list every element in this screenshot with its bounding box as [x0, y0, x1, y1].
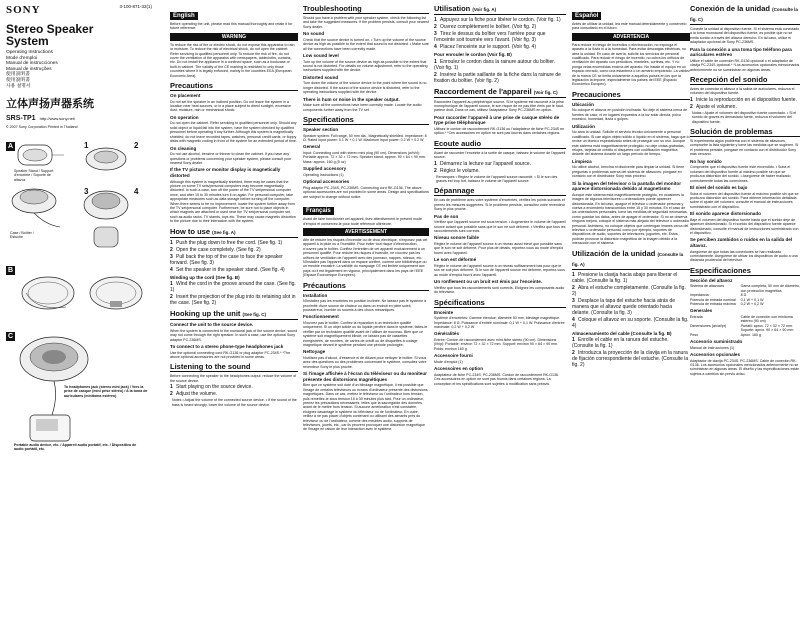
language-list: [6, 50, 156, 89]
utilizacion-unidad-heading: Utilización de la unidad (Consulte la fig. A): [572, 249, 690, 270]
hooking-pc-text: Use the optional connecting cord RK-G136 or plug adaptor PC-234S.* *The above optional accessories are not provided in some areas.: [170, 350, 291, 359]
utilisation-step: 3 Tirez le dessus du boîtier vers l'arrière pour que l'enceinte soit tournée vers l'avant. (Voir fig. 3): [434, 31, 546, 43]
recepcion-step: 1 Inicie la reproducción en el dispositivo fuente.: [690, 96, 797, 103]
lang-ko: 사용 설명서: [6, 83, 31, 89]
hooking-source-text: When the system is connected to the monaural jack of the source device, sound may not come through the right speaker. In such a case, use the optional Sony adaptor PC-236MS.: [170, 328, 298, 342]
utilisation-step: 1 Appuyez sur la fiche pour libérer le cordon. (Voir fig. 1): [434, 17, 561, 23]
no-sound-heading: No sound: [303, 31, 325, 37]
product-title-line1: Stereo Speaker: [6, 22, 94, 36]
nivel-bajo-text: Suba el volumen del dispositivo fuente al máximo posible sin que se produzca distorsión del sonido. Para obtener información detallada sobre el ajuste del volumen, consulte el manual de instrucciones suministrado con el dispositivo.: [690, 191, 799, 209]
figure-c-callout-jack: To headphones jack (stereo mini jack) / Vers la prise de casque (mini prise stéréo) / A la toma de auriculares (minitoma estéreo): [64, 385, 148, 398]
listening-intro: Before connecting the speaker to the headphones output, reduce the volume of the source device.: [170, 374, 297, 383]
imagen-heading: Si la imagen del televisor o la pantalla del monitor aparece distorsionada debido al magnetismo: [572, 180, 682, 192]
option-text: Adaptateur de fiche PC-234S, PC-236MS. Cordon de raccordement RK-G136. Ces accessoires en option ne sont pas fournis dans certaines régions. La conception et les spécifications sont sujettes à modification sans préavis.: [434, 372, 560, 386]
hooking-heading: Hooking up the unit (See fig. C): [170, 309, 298, 320]
niveau-text: Réglez le volume de l'appareil source à un niveau aussi élevé que possible sans que le son ne soit déformé. Pour plus de détails, reportez-vous au mode d'emploi fourni avec l'appareil.: [434, 242, 564, 255]
figure-a: [6, 135, 156, 259]
winding-step: 2 Insert the projection of the plug into its retaining slot in the case. (See fig. 2): [170, 294, 296, 307]
table-row: Dimensiones (an/al/pr) Portátil: aprox. 72 × 32 × 72 mm. Soporte: aprox. 90 × 64 × 90 mm: [690, 323, 794, 333]
niveau-heading: Niveau sonore faible: [434, 235, 479, 241]
figure-a-step-4: 4: [134, 187, 139, 197]
part-number: 3-100-871-32(1): [119, 4, 152, 9]
accesorio-text: Manual de instrucciones (1): [690, 345, 735, 350]
distorsion-heading: Le son est déformé: [434, 257, 477, 263]
on-placement-text: Do not set the speaker in an inclined position. Do not leave the system in a location near heat sources, or in a place subject to direct sunlight, excessive dust, moisture, rain or mechanical shock.: [170, 99, 292, 113]
solucion-heading: Solución de problemas: [690, 127, 800, 137]
hum-heading: There is hum or noise in the speaker output.: [303, 96, 400, 102]
figure-a-step-1: 1: [84, 141, 89, 151]
specifications-heading: Specifications: [303, 115, 429, 125]
warning-heading: WARNING: [170, 33, 298, 41]
tv-distortion-text: Although this system is magnetically shielded, there may be cases that the picture on some TV sets/personal computers may become magnetically distorted. In such a case, turn off the power of the TV set/personal computer once, and after 15 to 30 minutes turn it on again. For personal computer, take appropriate measures such as data storage before turning off the computer. When there seems to be no improvement, locate the system further away from the TV set/personal computer. Furthermore, be sure not to place objects in which magnets are attached or used near the TV set/personal computer set, such as audio racks, TV stands, toys etc. These may cause magnetic distortion to the picture due to their interaction with the system.: [170, 179, 296, 224]
generalites-heading: Généralités: [434, 331, 460, 337]
low-sound-text: Turn up the volume of the source device as high as possible to the extent that sound is not distorted. For details on volume adjustment, refer to the operating instructions supplied with the device.: [303, 59, 428, 73]
on-cleaning-text: Do not use alcohol, benzine or thinner to clean the cabinet. If you have any questions or problems concerning your speaker system, please consult your nearest Sony dealer.: [170, 152, 292, 165]
raccordement-casque-text: Utilisez le cordon de raccordement RK-G136 ou l'adaptateur de fiche PC-234S en option.* *Ces accessoires en option ne sont pas fournis dans certaines régions.: [434, 127, 565, 136]
ecoute-step: 1 Démarrez la lecture sur l'appareil source.: [434, 160, 531, 167]
table-row: Potencia de entrada nominal 0,1 W + 0,1 W: [690, 297, 764, 302]
figure-a-callout-case: Case / Boîtier / Estuche: [10, 231, 34, 240]
fr-specs-heading: Spécifications: [434, 298, 566, 308]
almacenamiento-step: 2 Introduzca la proyección de la clavija en la ranura de fijación correspondiente del estuche. (Consulte la fig. 2): [572, 350, 689, 369]
lang-fr: Mode d'emploi: [6, 55, 38, 61]
winding-step: 1 Wind the cord in the groove around the case. (See fig. 1): [170, 281, 296, 294]
chinese-title: 立体声扬声器系统: [6, 97, 94, 111]
utilizacion-unidad-step: 3 Desplace la tapa del estuche hacia atrás de manera que el altavoz quede orientado hacia delante. (Consulte la fig. 3): [572, 297, 676, 316]
option-heading: Accessoires en option: [434, 366, 484, 372]
altavoz-specs-table: [690, 284, 800, 306]
utilisation-heading: Utilisation (Voir fig. A): [434, 4, 566, 15]
figure-b-illustration: [6, 263, 156, 323]
recepcion-step: 2 Ajuste el volumen.: [690, 103, 737, 110]
figure-a-step-3: 3: [84, 187, 89, 197]
copyright: © 2007 Sony Corporation Printed in Thailand: [6, 125, 78, 130]
lang-zh-tw: 使用說明書: [6, 77, 30, 83]
utilizacion-heading: Utilización: [572, 123, 595, 129]
accesorio-heading: Accesorio suministrado: [690, 339, 743, 344]
fr-tv-text: Bien que ce système soit doté d'un blindage magnétique, il est possible que l'image de certains téléviseurs ou écrans d'ordinateur présente des distorsions magnétiques. Dans ce cas, mettez le téléviseur ou l'ordinateur hors tension, puis remettez-le sous tension 15 à 30 minutes plus tard. Pour un ordinateur, prenez les précautions nécessaires, telles que la sauvegarde des données, avant de le mettre hors tension. Si aucune amélioration n'est constatée, éloignez davantage le système du téléviseur ou de l'ordinateur. En outre, veillez à ne pas placer d'objets contenant ou utilisant des aimants près du téléviseur ou de l'ordinateur, comme des meubles audio, supports de téléviseurs, jouets, etc., car ils peuvent provoquer une distorsion magnétique de l'image en raison de leur interaction avec le système.: [303, 383, 428, 432]
hum-text: Make sure all the connections have been correctly made. Locate the audio components further away from the TV set.: [303, 103, 422, 112]
opcionales-text: Adaptador de clavija PC-234S, PC-236MS. Cable de conexión RK-G136. Los accesorios opcionales mencionados anteriormente no se suministran en algunas áreas. El diseño y las especificaciones están sujetos a cambios sin previo aviso.: [690, 358, 800, 376]
optional-heading: Optional accessories: [303, 179, 350, 185]
distorted-heading: Distorted sound: [303, 74, 339, 80]
table-row: Entrada Cable de conexión con minitoma estéreo (90 cm): [690, 314, 793, 324]
speaker-section-text: Speaker system: Full range, 50 mm dia., Magnetically shielded. Impedance: 8 Ω. Rated input power: 0.1 W + 0.1 W. Maximum input power: 0.2 W + 0.2 W: [303, 133, 427, 143]
sony-url[interactable]: http://www.sony.net/: [39, 116, 76, 122]
seccion-altavoz-heading: Sección del altavoz: [690, 277, 733, 283]
precauciones-heading: Precauciones: [572, 90, 690, 100]
utilizacion-unidad-step: 4 Coloque el altavoz en su soporte. (Consulte la fig. 4): [572, 316, 689, 329]
distorted-text: Turn down the volume of the source device to the point where the sound is no longer distorted. If the sound of the source device is distorted, refer to the operating instructions supplied with the device.: [303, 81, 427, 95]
limpieza-heading: Limpieza: [572, 158, 592, 164]
distorsionado-text: Baje el volumen del dispositivo fuente hasta que el sonido deje de aparecer distorsionado. Si el sonido del dispositivo fuente aparece distorsionado, consulte el manual de instrucciones suministrado con el dispositivo.: [690, 217, 799, 235]
hooking-pc-heading: To connect to a stereo phone-type headphones jack: [170, 343, 284, 349]
utilisation-step: 4 Placez l'enceinte sur le support. (Voir fig. 4): [434, 44, 537, 50]
english-column: [170, 4, 298, 624]
table-row: Potencia de entrada máxima 0,2 W + 0,2 W: [690, 301, 764, 306]
french-label: Français: [303, 207, 334, 215]
figure-b-label: B: [7, 267, 14, 275]
troubleshooting-heading: Troubleshooting: [303, 4, 429, 14]
limpieza-text: No utilice alcohol, bencina ni disolvente para limpiar la unidad. Si tiene preguntas o problemas acerca del sistema de altavoces, póngase en contacto con el distribuidor Sony más próximo.: [572, 165, 685, 179]
utilisation-step: 2 Ouvrez complètement le boîtier. (Voir fig. 2): [434, 24, 537, 30]
on-operation-text: Do not open the cabinet. Refer servicing to qualified personnel only. Should any solid object or liquid fall into the system, have the system checked by qualified personnel before operating it any further. Although this system is magnetically shielded, do not leave recorded tapes, watches, personal credit cards, or floppy disks with magnetic coding in front of the system for an extended period of time.: [170, 121, 297, 144]
listening-step: 2 Adjust the volume.: [170, 391, 218, 398]
lang-en: Operating Instructions: [6, 50, 53, 55]
winding-heading: Winding up the cord (See fig. B): [170, 274, 240, 280]
listening-heading: Listening to the sound: [170, 362, 298, 372]
ecoute-heading: Ecoute audio: [434, 139, 566, 149]
optional-text: Plug adaptor PC-234S, PC-236MS. Connecting cord RK-G136. The above optional accessories are not provided in some areas. Design and specifications are subject to change without notice.: [303, 185, 429, 199]
advertencia-text: Para reducir el riesgo de incendios o electrocución, no exponga el aparato a la lluvia ni a la humedad. Para evitar descargas eléctricas, no abra la unidad. En caso de avería, solicite los servicios de personal cualificado. Para reducir el riesgo de incendio, no cubra los orificios de ventilación del aparato con periódicos, manteles, cortinas, etc. Y no ponga velas encendidas encima del aparato. No instale el equipo en un espacio cerrado, como una estantería o un armario empotrado. La validez de la marca CE se limita únicamente a aquellos países en los que la legislación la impone, especialmente los países del EEE (Espacio Económico Europeo).: [572, 42, 690, 87]
conexion-auriculares-heading: Para la conexión a una toma tipo teléfono para auriculares estéreo: [690, 46, 792, 58]
fourni-text: Mode d'emploi (1): [434, 359, 463, 364]
spanish-column: [572, 4, 690, 624]
spanish-column-2: [690, 4, 800, 624]
avertissement-heading: AVERTISSEMENT: [303, 228, 429, 236]
how-to-use-step: 3 Pull back the top of the case to face the speaker forward. (See fig. 3): [170, 253, 283, 266]
how-to-use-heading: How to use (See fig. A): [170, 227, 298, 238]
enrouler-step: 1 Enroulez le cordon dans la rainure autour du boîtier. (Voir fig. 1): [434, 58, 556, 71]
raccordement-casque-heading: Pour raccorder l'appareil à une prise de casque stéréo de type prise téléphonique: [434, 114, 560, 126]
figure-c: [6, 325, 156, 455]
raccordement-text: Raccordez l'appareil au périphérique source. Si le système est raccordé à la prise monophonique de l'appareil source, le son risque de ne pas être émis par le haut-parleur droit. Dans ce cas, utilisez l'adaptateur Sony PC-236MS en option.: [434, 99, 564, 113]
figure-c-callout-device: Portable audio device, etc. / Appareil audio portatif, etc. / Dispositivo de audio portátil, etc.: [14, 443, 137, 452]
listening-notes: Notes • Adjust the volume of the connected source device. • If the sound of the bass is heard strongly, lower the volume of the source device.: [172, 398, 297, 407]
enceinte-heading: Enceinte: [434, 309, 454, 315]
on-cleaning-heading: On cleaning: [170, 145, 197, 151]
ecoute-intro: Avant de raccorder l'enceinte à la sortie de casque, baissez le volume de l'appareil source.: [434, 150, 566, 160]
warning-text: To reduce the risk of fire or electric shock, do not expose this apparatus to rain or moisture. To reduce the risk of electrical shock, do not open the cabinet. Refer servicing to qualified personnel only. To reduce the risk of fire, do not cover the ventilation of the apparatus with newspapers, tablecloths, curtains, etc. Do not install the appliance in a confined space, such as a bookcase or built-in cabinet. The validity of the CE marking is restricted to only those countries where it is legally enforced, mainly in the countries EEA (European Economic Area).: [170, 42, 295, 78]
figure-a-step-2: 2: [134, 141, 139, 151]
utilizacion-unidad-step: 1 Presione la clavija hacia abajo para liberar el cable. (Consulte la fig. 1): [572, 271, 678, 284]
troubleshooting-intro: Should you have a problem with your speaker system, check the following list and take the suggested measures. If the problem persists, consult your nearest Sony dealer.: [303, 16, 429, 29]
ecoute-step: 2 Réglez le volume.: [434, 167, 480, 174]
fr-precautions-heading: Précautions: [303, 281, 429, 291]
cover-column: [6, 4, 156, 624]
english-intro: Before operating the unit, please read this manual thoroughly and retain it for future reference.: [170, 22, 293, 31]
recepcion-intro: Antes de conectar el altavoz a la salida de auriculares, reduzca el volumen del dispositivo fuente.: [690, 87, 795, 96]
general-text: Input: Connecting cord with stereo mini plug (90 cm). Dimensions (w/h/d): Portable approx. 72 × 32 × 72 mm. Speaker stand: approx. 90 × 64 × 90 mm. Mass: approx. 160 g (5 oz): [303, 151, 426, 164]
figure-c-label: C: [7, 333, 14, 341]
raccordement-heading: Raccordement de l'appareil (Voir fig. C): [434, 87, 566, 98]
nivel-bajo-heading: El nivel del sonido es bajo: [690, 184, 748, 190]
distorsionado-heading: El sonido aparece distorsionado: [690, 211, 761, 217]
fr-nettoyage-heading: Nettoyage: [303, 349, 326, 355]
no-sonido-heading: No hay sonido: [690, 158, 722, 164]
enceinte-text: Système d'enceintes: Gamme étendue, diamètre 50 mm, blindage magnétique. Impédance: 8 Ω. Puissance d'entrée nominale: 0,1 W + 0,1 W. Puissance d'entrée maximale: 0,2 W + 0,2 W: [434, 316, 565, 329]
model-number: SRS-TP1 http://www.sony.net/: [6, 115, 76, 123]
french-column: [434, 4, 566, 624]
speaker-section-heading: Speaker section: [303, 127, 339, 133]
table-row: Peso Aprox. 160 g: [690, 332, 761, 337]
imagen-text: Aunque este sistema está magnéticamente protegido, en ocasiones la imagen de algunos televisores u ordenadores puede aparecer distorsionada. En tal caso, apague el televisor u ordenador personal y vuelva a encenderlo transcurridos entre 15 y 30 minutos. En el caso de los ordenadores personales, tome las medidas de seguridad necesarias, como guardar los datos, antes de apagar el ordenador. Si no se observa ninguna mejora, coloque el sistema más alejado del televisor u ordenador personal. Asimismo, no coloque objetos que contengan imanes cerca del televisor u ordenador personal, como por ejemplo, soportes de dispositivos de audio, soportes de televisores, juguetes, etc. Estos podrían provocar la distorsión magnética de la imagen debido a la interacción con el sistema.: [572, 192, 690, 246]
zumbidos-text: Asegúrese de que todas las conexiones se han realizado correctamente. Asegúrese de ubicar los dispositivos de audio a una distancia prudencial del televisor.: [690, 249, 798, 263]
utilizacion-text: No abra la unidad. Solicite el servicio técnico únicamente a personal cualificado. Si cae algún objeto sólido o líquido en el sistema, haga que lo revise un técnico especializado antes de proseguir con su uso. Aunque este sistema está magnéticamente protegido, no deje cintas grabadas, relojes, tarjetas de crédito ni disquetes con codificación magnética delante del sistema durante un largo período de tiempo.: [572, 130, 690, 157]
recepcion-heading: Recepción del sonido: [690, 75, 800, 85]
solucion-intro: Si experimenta algún problema con el sistema de altavoces, compruebe la lista siguiente y tome las medidas que se sugieren. Si el problema persiste, póngase en contacto con el distribuidor Sony más cercano.: [690, 139, 799, 157]
depannage-heading: Dépannage: [434, 186, 566, 196]
depannage-intro: En cas de problème avec votre système d'enceintes, vérifiez les points suivants et prenez les mesures suggérées. Si le problème persiste, consultez votre revendeur Sony le plus proche.: [434, 198, 566, 212]
fr-fonctionnement-text: N'ouvrez pas le boîtier. Confiez la réparation à un technicien qualifié uniquement. Si un objet solide ou du liquide pénètre dans le système, faites-le vérifier par un technicien qualifié avant de l'utiliser de nouveau. Bien que ce système soit magnétiquement blindé, ne laissez pas de cassettes enregistrées, de montres, de cartes de crédit ou de disquettes à codage magnétique devant le système pendant une période prolongée.: [303, 320, 428, 347]
fr-nettoyage-text: N'utilisez pas d'alcool, d'essence ni de diluant pour nettoyer le boîtier. Si vous avez des questions ou des problèmes concernant le système, consultez votre revendeur Sony le plus proche.: [303, 356, 427, 369]
enrouler-step: 2 Insérez la partie saillante de la fiche dans la rainure de fixation du boîtier. (Voir fig. 2): [434, 71, 561, 84]
fr-fonctionnement-heading: Fonctionnement: [303, 314, 339, 320]
how-to-use-step: 2 Open the case completely. (See fig. 2): [170, 246, 261, 253]
spanish-intro: Antes de utilizar la unidad, lea este manual detenidamente y consérvelo para consultarlo en el futuro.: [572, 22, 687, 31]
utilizacion-unidad-step: 2 Abra el estuche completamente. (Consulte la fig. 2): [572, 284, 686, 297]
pas-son-heading: Pas de son: [434, 213, 459, 219]
spanish-label: Español: [572, 12, 601, 20]
advertencia-heading: ADVERTENCIA: [572, 33, 690, 41]
enrouler-heading: Pour enrouler le cordon (Voir fig. B): [434, 52, 512, 57]
no-sonido-text: Compruebe que el dispositivo fuente esté encendido. • Suba el volumen del dispositivo fuente al máximo posible sin que se produzca distorsión del sonido. • Asegúrese de haber realizado correctamente todas las conexiones.: [690, 165, 791, 183]
hooking-source-heading: Connect the unit to the source device.: [170, 322, 254, 328]
generales-table: [690, 315, 800, 337]
figure-a-label: A: [7, 143, 14, 151]
product-title-line2: System: [6, 34, 49, 48]
how-to-use-step: 4 Set the speaker in the speaker stand. (See fig. 4): [170, 266, 285, 273]
distorsion-text: Réglez le volume de l'appareil source à un niveau suffisamment bas pour que le son ne soit plus déformé. Si le son de l'appareil source est déformé, reportez-vous au mode d'emploi fourni avec l'appareil.: [434, 263, 565, 277]
lang-es: Manual de instrucciones: [6, 61, 58, 67]
on-operation-heading: On operation: [170, 114, 199, 120]
opcionales-heading: Accesorios opcionales: [690, 352, 741, 357]
avertissement-text: Afin de réduire les risques d'incendie ou de choc électrique, n'exposez pas cet appareil à la pluie ou à l'humidité. Pour éviter tout risque d'électrocution, n'ouvrez pas le boîtier. Confiez l'entretien de cet appareil exclusivement à un personnel qualifié. Pour réduire les risques d'incendie, ne couvrez pas les orifices de ventilation de l'appareil avec des journaux, nappes, rideaux, etc. N'installez pas l'appareil dans un espace confiné, comme une bibliothèque ou un meuble encastré. La validité du marquage CE est limitée uniquement aux pays où il est légalement en vigueur, principalement dans les pays de l'EEE (Espace Économique Européen).: [303, 237, 428, 278]
ubicacion-text: No coloque el altavoz en posición inclinada. No deje el sistema cerca de fuentes de calor, ni en lugares expuestos a la luz solar directa, polvo excesivo, humedad, lluvia o golpes.: [572, 108, 688, 122]
fr-tv-heading: Si l'image affichée à l'écran du téléviseur ou du moniteur présente des distorsions magnétiques: [303, 371, 427, 382]
conexion-text: Conecte la unidad al dispositivo fuente. Si el sistema está conectado a la toma monoaural del dispositivo fuente, es posible que no se emita sonido a través del altavoz derecho. En tal caso, utilice el adaptador opcional de Sony PC-236MS.: [690, 27, 800, 45]
on-placement-heading: On placement: [170, 93, 201, 99]
conexion-heading: Conexión de la unidad (Consulte la fig. C): [690, 4, 800, 25]
generalites-text: Entrée: Cordon de raccordement avec mini-fiche stéréo (90 cm). Dimensions (l/h/p): Portable: environ 72 × 32 × 72 mm. Support: environ 90 × 64 × 90 mm. Poids: environ 160 g: [434, 337, 559, 351]
recepcion-notes: Notas • Ajuste el volumen del dispositivo fuente conectado. • Si el sonido de graves es demasiado fuerte, reduzca el volumen del dispositivo fuente.: [692, 110, 797, 124]
ronflement-text: Vérifiez que tous les raccordements sont corrects. Eloignez les composants audio du téléviseur.: [434, 285, 565, 295]
figure-a-callout-stand: Speaker Stand / Support d'enceinte / Soporte de altavoz: [14, 169, 54, 182]
fourni-heading: Accessoire fourni: [434, 353, 473, 359]
table-row: Impedancia 8 Ω: [690, 293, 747, 298]
figure-a-illustration: [6, 139, 156, 259]
listening-step: 1 Start playing on the source device.: [170, 384, 253, 391]
general-heading: General: [303, 144, 321, 150]
low-sound-heading: Low sound level: [303, 53, 339, 59]
conexion-auriculares-text: Utilice el cable de conexión RK-G136 opcional o el adaptador de clavija PC-234S opcional.* *Los accesorios opcionales mencionados anteriormente no se suministran en algunas áreas.: [690, 58, 800, 72]
fr-installation-text: N'installez pas les enceintes en position inclinée. Ne laissez pas le système à proximité d'une source de chaleur ou dans un endroit en plein soleil, poussiéreux, humide ou soumis à des chocs mécaniques.: [303, 299, 427, 312]
precautions-heading: Precautions: [170, 81, 298, 91]
ronflement-heading: Un ronflement ou un bruit est émis par l'enceinte.: [434, 279, 543, 285]
supplied-heading: Supplied accessory: [303, 166, 347, 172]
supplied-text: Operating Instructions (1): [303, 172, 344, 177]
almacenamiento-step: 1 Enrolle el cable en la ranura del estuche. (Consulte la fig. 1): [572, 337, 669, 350]
lang-pt: Manual de instruções: [6, 66, 52, 72]
ubicacion-heading: Ubicación: [572, 101, 594, 107]
english-label: English: [170, 12, 198, 20]
how-to-use-step: 1 Push the plug down to free the cord. (See fig. 1): [170, 239, 283, 246]
table-row: Sistema de altavoces Gama completa, 50 mm de diámetro, con protección magnética: [690, 284, 800, 293]
tv-distortion-heading: If the TV picture or monitor display is magnetically distorted: [170, 167, 281, 178]
no-sound-text: Check that the source device is turned on. • Turn up the volume of the source device as high as possible to the extent that sound is not distorted. • Make sure all the connections have been correctly made.: [303, 37, 429, 51]
generales-heading: Generales: [690, 308, 713, 314]
especificaciones-heading: Especificaciones: [690, 266, 800, 276]
figure-b: [6, 259, 156, 325]
pas-son-text: Vérifiez que l'appareil source est sous tension. • Augmentez le volume de l'appareil source autant que possible sans que le son ne soit déformé. • Vérifiez que tous les raccordements sont corrects.: [434, 220, 566, 234]
lang-ja: 使用説明書: [6, 72, 30, 78]
zumbidos-heading: Se perciben zumbidos o ruidos en la salida del altavoz.: [690, 237, 793, 248]
ecoute-notes: Remarques • Réglez le volume de l'appareil source raccordé. • Si le son des graves est trop fort, baissez le volume de l'appareil source.: [436, 174, 558, 184]
almacenamiento-heading: Almacenamiento del cable (Consulte la fig. B): [572, 330, 672, 336]
sony-logo: SONY: [6, 4, 41, 16]
fr-installation-heading: Installation: [303, 292, 328, 298]
english-specs-french-column: [303, 4, 429, 624]
french-intro: Avant de faire fonctionner cet appareil, lisez attentivement le présent mode d'emploi et conservez-le pour toute référence ultérieure.: [303, 217, 422, 226]
